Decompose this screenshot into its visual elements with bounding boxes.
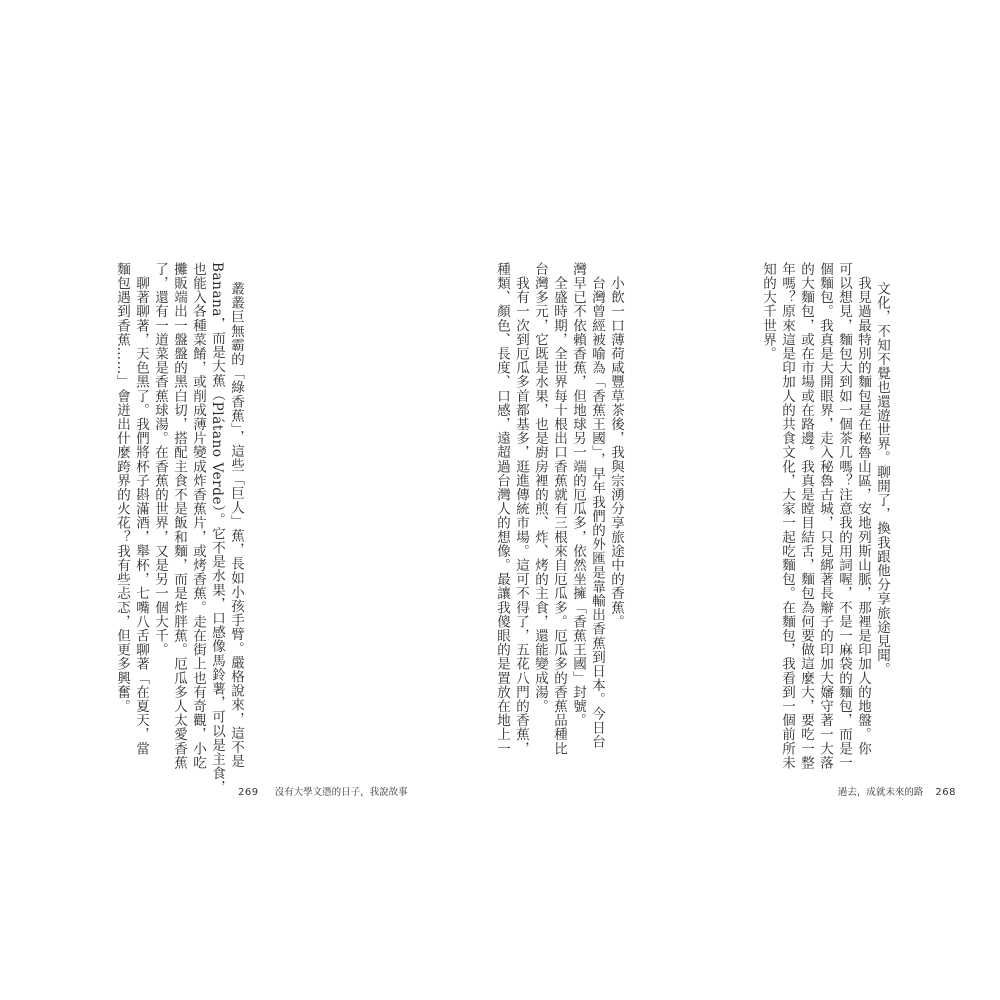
text-line: 可以想見，麵包大到如一個茶几嗎？注意我的用詞喔，不是一麻袋的麵包，而是一 xyxy=(836,262,852,770)
text-line: Banana，而是大蕉（Plátano Verde）。它不是水果，口感像馬鈴薯，可以是主食， xyxy=(209,262,225,795)
text-line: 小飲一口薄荷咸豐草茶後，我與宗湧分享旅途中的香蕉。 xyxy=(608,262,624,629)
text-line: 也能入各種菜餚，或削成薄片變成炸香蕉片，或烤香蕉。走在街上也有奇觀，小吃 xyxy=(190,262,206,770)
page-number: 268 xyxy=(935,787,956,798)
text-line: 的大麵包，或在市場或在路邊。我真是瞠目結舌，麵包為何要做這麼大，要吃一整 xyxy=(798,262,814,770)
running-head: 過去，成就未來的路 xyxy=(837,787,924,798)
text-line: 全盛時期，全世界每十根出口香蕉就有三根來自厄瓜多。厄瓜多的香蕉品種比 xyxy=(551,262,567,756)
text-line: 攤販端出一盤盤的黑白切，搭配主食不是飯和麵，而是炸胖蕉。厄瓜多人太愛香蕉 xyxy=(171,262,187,770)
left-page-footer xyxy=(238,784,408,798)
right-page-text xyxy=(473,262,910,770)
text-line: 我有一次到厄瓜多首都基多，逛進傳統市場。這可不得了，五花八門的香蕉， xyxy=(513,262,529,756)
text-line: 種類、顏色、長度、口感，遠超過台灣人的想像。最讓我傻眼的是置放在地上一 xyxy=(494,262,510,756)
text-line: 了，還有一道菜是香蕉球湯。在香蕉的世界，又是另一個大千。 xyxy=(152,262,168,657)
running-head: 沒有大學文憑的日子，我說故事 xyxy=(274,787,408,798)
page-number: 269 xyxy=(238,787,259,798)
text-line: 知的大千世界。 xyxy=(760,262,776,361)
text-line: 聊著聊著，天色黑了。我們將杯子斟滿酒，舉杯，七嘴八舌聊著「在夏天，當 xyxy=(133,262,149,756)
text-line: 灣早已不依賴香蕉，但地球另一端的厄瓜多，依然坐擁「香蕉王國」封號。 xyxy=(570,262,586,728)
text-line: 台灣多元，它既是水果，也是廚房裡的煎、炸、烤的主食，還能變成湯。 xyxy=(532,262,548,714)
text-line: 個麵包。我真是大開眼界，走入秘魯古城，只見綁著長辮子的印加大嬸守著一大落 xyxy=(817,262,833,770)
text-line: 叢叢巨無霸的「綠香蕉」，這些「巨人」蕉，長如小孩手臂。嚴格說來，這不是 xyxy=(228,281,244,769)
text-line: 文化，不知不覺也還遊世界。聊開了，換我跟他分享旅途見聞。 xyxy=(874,281,890,677)
right-page-footer xyxy=(838,784,956,798)
text-line: 麵包遇到香蕉……」會迸出什麼跨界的火花？我有些忐忑，但更多興奮。 xyxy=(114,262,130,714)
text-line: 年嗎？原來這是印加人的共食文化，大家一起吃麵包。在麵包，我看到一個前所未 xyxy=(779,262,795,770)
text-line: 台灣曾經被喻為「香蕉王國」，早年我們的外匯是靠輸出香蕉到日本。今日台 xyxy=(589,262,605,749)
text-line: 我見過最特別的麵包是在秘魯山區，安地列斯山脈，那裡是印加人的地盤。你 xyxy=(855,262,871,756)
